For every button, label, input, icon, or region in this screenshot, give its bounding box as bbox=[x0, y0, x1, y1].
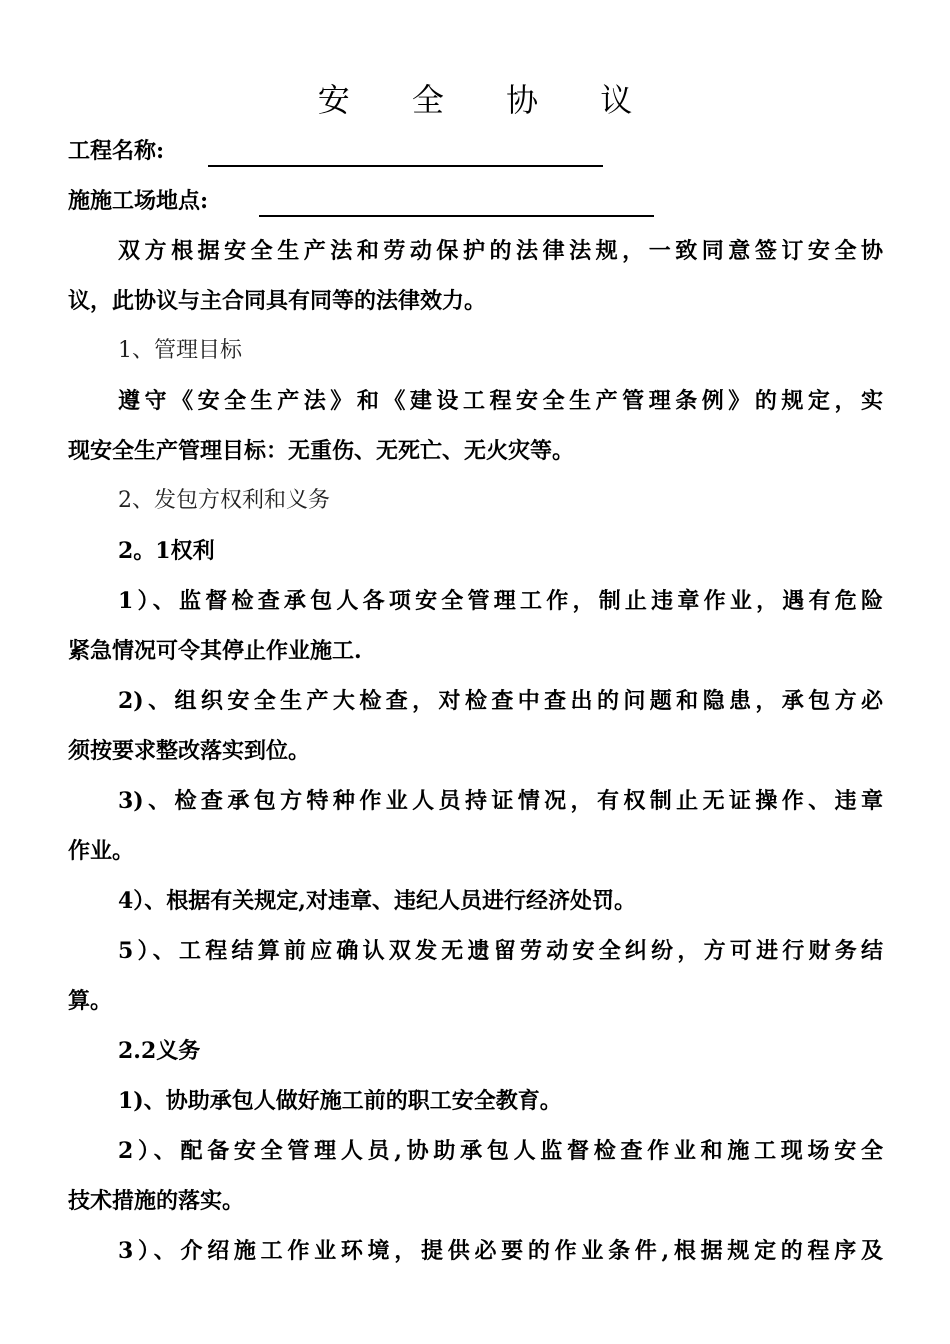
project-name-label: 工程名称: bbox=[68, 138, 165, 164]
paragraph-line: 2)、组织安全生产大检查，对检查中查出的问题和隐患，承包方必 bbox=[118, 688, 883, 714]
paragraph-line: 须按要求整改落实到位。 bbox=[68, 738, 311, 764]
paragraph-line: 1)、协助承包人做好施工前的职工安全教育。 bbox=[118, 1088, 562, 1114]
paragraph-line: 紧急情况可令其停止作业施工. bbox=[68, 638, 362, 664]
paragraph-line: 现安全生产管理目标：无重伤、无死亡、无火灾等。 bbox=[68, 438, 575, 464]
paragraph-line: 4）、根据有关规定,对违章、违纪人员进行经济处罚。 bbox=[118, 888, 636, 914]
section-heading: 2、发包方权利和义务 bbox=[118, 488, 330, 513]
site-location-field bbox=[68, 185, 208, 217]
paragraph-line: 2）、配备安全管理人员,协助承包人监督检查作业和施工现场安全 bbox=[118, 1138, 883, 1164]
paragraph-line: 3）、介绍施工作业环境，提供必要的作业条件,根据规定的程序及 bbox=[118, 1238, 883, 1264]
paragraph-line: 议，此协议与主合同具有同等的法律效力。 bbox=[68, 288, 487, 314]
paragraph-line: 作业。 bbox=[68, 838, 135, 864]
project-name-field bbox=[68, 135, 164, 167]
site-location-label: 施施工场地点: bbox=[68, 188, 209, 214]
subsection-heading: 2。1权利 bbox=[118, 538, 215, 564]
paragraph-line: 5）、工程结算前应确认双发无遗留劳动安全纠纷，方可进行财务结 bbox=[118, 938, 883, 964]
paragraph-line: 遵守《安全生产法》和《建设工程安全生产管理条例》的规定，实 bbox=[118, 388, 883, 414]
paragraph-line: 算。 bbox=[68, 988, 113, 1014]
paragraph-line: 3)、检查承包方特种作业人员持证情况，有权制止无证操作、违章 bbox=[118, 788, 883, 814]
paragraph-line: 双方根据安全生产法和劳动保护的法律法规，一致同意签订安全协 bbox=[118, 238, 883, 264]
paragraph-line: 1）、监督检查承包人各项安全管理工作，制止违章作业，遇有危险 bbox=[118, 588, 883, 614]
site-location-blank-line bbox=[259, 215, 654, 217]
subsection-heading: 2.2义务 bbox=[118, 1038, 201, 1064]
section-heading: 1、管理目标 bbox=[118, 338, 242, 363]
document-title: 安 全 协 议 bbox=[317, 81, 659, 119]
paragraph-line: 技术措施的落实。 bbox=[68, 1188, 245, 1214]
project-name-blank-line bbox=[208, 165, 603, 167]
